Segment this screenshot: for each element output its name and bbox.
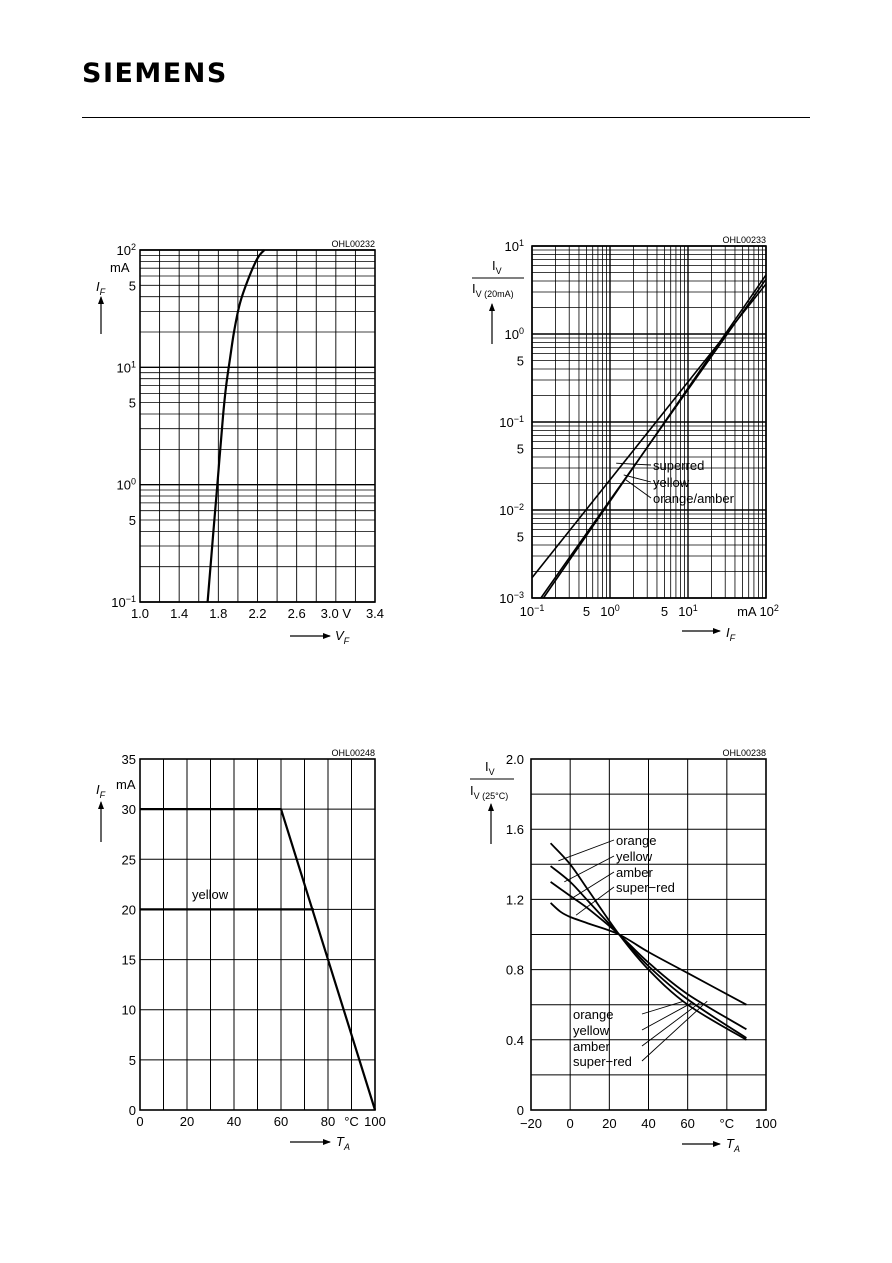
arrow-head (489, 303, 495, 311)
legend-label: orange (573, 1007, 614, 1022)
y-tick-label: $10^2$ (116, 242, 136, 258)
figure-code: OHL00233 (722, 235, 766, 245)
x-tick-label: 60 (680, 1116, 695, 1131)
chart-iv-ta (470, 748, 777, 1154)
axis-arrow-right (682, 628, 721, 634)
x-axis-label: $I_F$ (726, 625, 736, 643)
y-unit-label: mA (116, 777, 136, 792)
arrow-head (488, 803, 494, 811)
legend-label: amber (573, 1039, 610, 1054)
arrow-head (323, 633, 331, 639)
y-tick-label: 5 (128, 278, 136, 294)
x-tick-label: 20 (179, 1114, 195, 1129)
y-axis-label-denominator: $I_{V (20mA)}$ (472, 281, 514, 299)
x-tick-label: 1.8 (209, 606, 228, 621)
y-axis-label: $I_V$ (485, 759, 495, 777)
y-tick-label: $10^{-2}$ (499, 502, 524, 518)
y-tick-label: 1.2 (505, 892, 524, 908)
x-tick-label: 60 (273, 1114, 289, 1129)
y-tick-label: 0 (516, 1103, 524, 1118)
leader-line (642, 1003, 692, 1030)
figure-code: OHL00238 (722, 748, 766, 758)
series-label: orange/amber (653, 491, 734, 506)
x-tick-label: 40 (226, 1114, 242, 1129)
chart-derating (96, 748, 386, 1152)
series-label: yellow (653, 475, 690, 490)
x-tick-label: $10^{-1}$ (519, 603, 545, 619)
series-label: yellow (192, 887, 229, 902)
axis-arrow-up (98, 801, 104, 842)
x-tick-label: mA $10^2$ (737, 603, 779, 619)
arrow-head (98, 801, 104, 809)
y-axis-label: $I_V$ (492, 258, 502, 276)
x-tick-label: −20 (519, 1116, 543, 1131)
x-tick-label: 0 (136, 1114, 144, 1129)
x-tick-label: 1.0 (130, 606, 150, 621)
y-tick-label: 0 (128, 1103, 136, 1118)
y-tick-label: 1.6 (505, 822, 524, 838)
y-tick-label: 25 (121, 852, 136, 868)
y-tick-label: $10^{-3}$ (499, 590, 524, 606)
leader-line (558, 840, 614, 861)
y-unit-label: mA (110, 260, 130, 275)
y-tick-label: 0.4 (505, 1032, 524, 1048)
series-line-orange-amber (543, 275, 766, 598)
legend-label: super−red (573, 1054, 632, 1069)
chart-vf (96, 239, 384, 646)
y-tick-label: $10^{-1}$ (499, 414, 524, 430)
figure-code: OHL00248 (331, 748, 375, 758)
x-tick-label: °C (719, 1116, 735, 1131)
x-tick-label: 20 (602, 1116, 617, 1131)
axis-arrow-up (98, 296, 104, 334)
y-tick-label: 5 (128, 512, 136, 528)
x-axis-label: $V_F$ (335, 628, 350, 646)
leader-line (642, 1001, 707, 1061)
x-tick-label: 100 (755, 1116, 777, 1131)
y-tick-label: 5 (516, 529, 524, 545)
y-tick-label: 20 (121, 902, 136, 918)
x-tick-label: $10^1$ (678, 603, 698, 619)
legend-label: super−red (616, 880, 675, 895)
x-axis-label: $T_A$ (336, 1134, 350, 1152)
y-tick-label: 5 (128, 395, 136, 411)
leader-line (576, 887, 614, 915)
arrow-head (323, 1139, 331, 1145)
x-tick-label: 1.4 (170, 606, 189, 621)
y-axis-label-denominator: $I_{V (25^\circ C)}$ (470, 783, 509, 801)
y-tick-label: 0.8 (505, 962, 524, 978)
y-tick-label: 5 (516, 441, 524, 457)
y-tick-label: $10^1$ (116, 359, 136, 376)
y-tick-label: 10 (121, 1002, 136, 1018)
axis-arrow-right (290, 633, 331, 639)
y-tick-label: $10^{-1}$ (111, 594, 136, 610)
legend-label: yellow (616, 849, 653, 864)
figure-code: OHL00232 (331, 239, 375, 249)
axis-arrow-right (290, 1139, 331, 1145)
y-tick-label: $10^0$ (116, 476, 136, 493)
y-tick-label: 15 (121, 952, 136, 968)
legend-label: yellow (573, 1023, 610, 1038)
axis-arrow-right (682, 1141, 721, 1147)
x-tick-label: 0 (566, 1116, 574, 1131)
chart-iv-if (472, 235, 779, 643)
vf-curve (208, 250, 265, 602)
x-tick-label: 5 (660, 604, 669, 619)
axis-arrow-up (489, 303, 495, 344)
arrow-head (713, 628, 721, 634)
x-tick-label: 40 (641, 1116, 656, 1131)
x-tick-label: 5 (582, 604, 591, 619)
x-tick-label: 3.4 (365, 606, 385, 621)
x-tick-label: $10^0$ (600, 603, 620, 619)
y-tick-label: 35 (121, 752, 136, 767)
y-tick-label: $10^1$ (504, 238, 524, 254)
y-tick-label: 30 (121, 802, 136, 818)
arrow-head (713, 1141, 721, 1147)
arrow-head (98, 296, 104, 304)
x-tick-label: 3.0 V (320, 606, 352, 621)
x-tick-label: °C (344, 1114, 359, 1129)
x-axis-label: $T_A$ (726, 1136, 740, 1154)
y-tick-label: $10^0$ (504, 326, 524, 342)
leader-line (564, 856, 614, 882)
siemens-logo: SIEMENS (82, 58, 228, 89)
axis-arrow-up (488, 803, 494, 844)
x-tick-label: 80 (320, 1114, 336, 1129)
y-axis-label: $I_F$ (96, 279, 106, 297)
y-tick-label: 5 (516, 353, 524, 369)
y-axis-label: $I_F$ (96, 782, 106, 800)
x-tick-label: 2.6 (287, 606, 306, 621)
series-label: superred (653, 458, 705, 473)
legend-label: amber (616, 865, 653, 880)
y-tick-label: 5 (128, 1052, 136, 1068)
legend-label: orange (616, 833, 657, 848)
y-tick-label: 2.0 (505, 752, 524, 767)
x-tick-label: 2.2 (248, 606, 267, 621)
x-tick-label: 100 (364, 1114, 386, 1129)
